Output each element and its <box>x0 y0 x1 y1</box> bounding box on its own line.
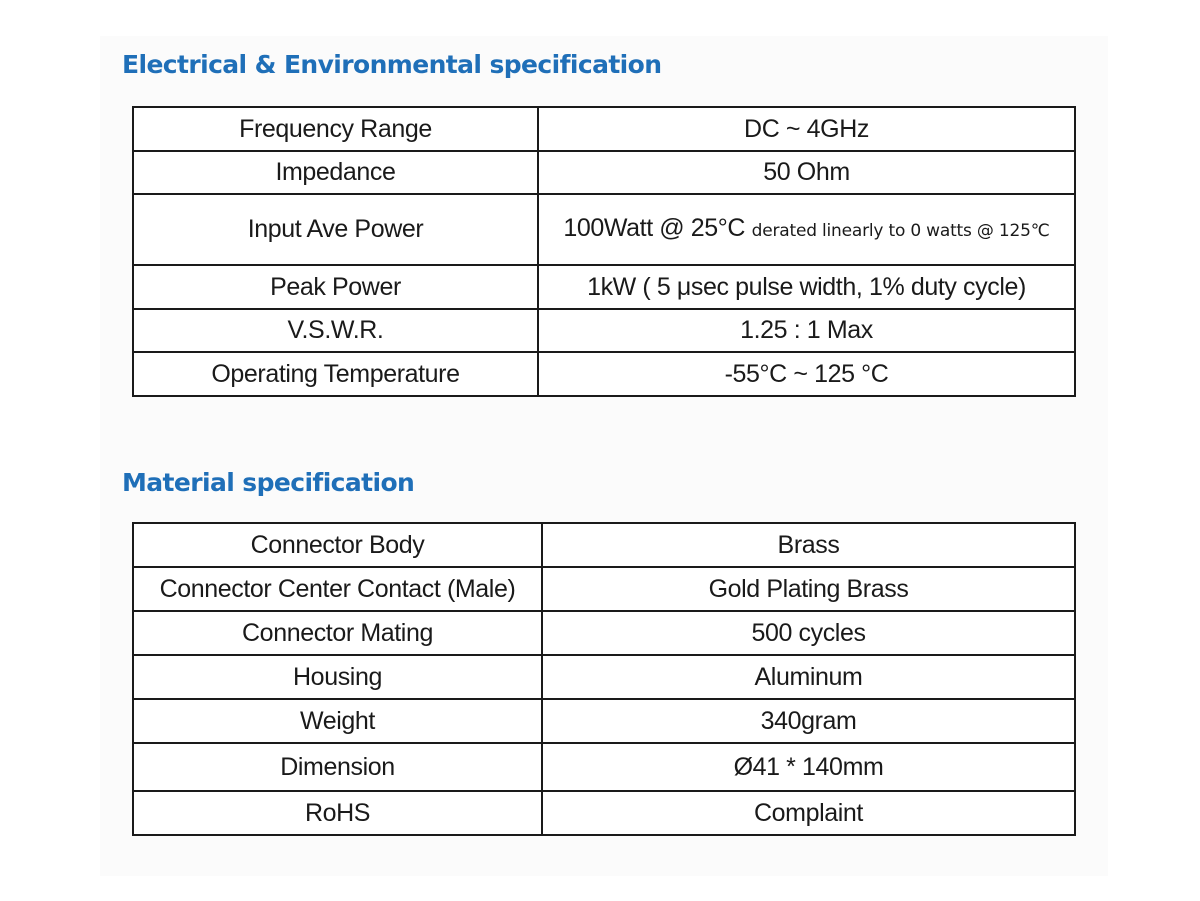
table-row <box>133 743 1075 791</box>
spec-value: 340gram <box>542 699 1075 743</box>
spec-value: 1kW ( 5 μsec pulse width, 1% duty cycle) <box>538 265 1075 309</box>
input-power-derating-note: derated linearly to 0 watts @ 125℃ <box>751 221 1050 241</box>
table-row <box>133 107 1075 151</box>
table-row <box>133 611 1075 655</box>
spec-value: 500 cycles <box>542 611 1075 655</box>
table-row <box>133 194 1075 265</box>
spec-label: Input Ave Power <box>133 194 538 265</box>
electrical-spec-table <box>132 106 1076 397</box>
spec-value: Aluminum <box>542 655 1075 699</box>
spec-value: Ø41 * 140mm <box>542 743 1075 791</box>
spec-label: Connector Center Contact (Male) <box>133 567 542 611</box>
spec-label: Connector Mating <box>133 611 542 655</box>
spec-label: Housing <box>133 655 542 699</box>
material-spec-heading: Material specification <box>122 468 415 497</box>
table-row <box>133 699 1075 743</box>
table-row <box>133 567 1075 611</box>
table-row <box>133 352 1075 396</box>
spec-value: 1.25 : 1 Max <box>538 309 1075 352</box>
table-row <box>133 523 1075 567</box>
table-row <box>133 151 1075 194</box>
spec-value <box>538 194 1075 265</box>
spec-label: Impedance <box>133 151 538 194</box>
table-row <box>133 791 1075 835</box>
table-row <box>133 309 1075 352</box>
table-row <box>133 655 1075 699</box>
input-power-value: 100Watt @ 25°C <box>563 214 746 242</box>
spec-value: Gold Plating Brass <box>542 567 1075 611</box>
spec-label: Operating Temperature <box>133 352 538 396</box>
spec-label: Peak Power <box>133 265 538 309</box>
spec-value: DC ~ 4GHz <box>538 107 1075 151</box>
spec-label: Dimension <box>133 743 542 791</box>
spec-label: Frequency Range <box>133 107 538 151</box>
spec-label: RoHS <box>133 791 542 835</box>
spec-value: Complaint <box>542 791 1075 835</box>
spec-value: Brass <box>542 523 1075 567</box>
spec-value: -55°C ~ 125 °C <box>538 352 1075 396</box>
electrical-spec-heading: Electrical & Environmental specification <box>122 50 662 79</box>
spec-label: Weight <box>133 699 542 743</box>
spec-value: 50 Ohm <box>538 151 1075 194</box>
material-spec-table <box>132 522 1076 836</box>
spec-label: Connector Body <box>133 523 542 567</box>
table-row <box>133 265 1075 309</box>
spec-label: V.S.W.R. <box>133 309 538 352</box>
